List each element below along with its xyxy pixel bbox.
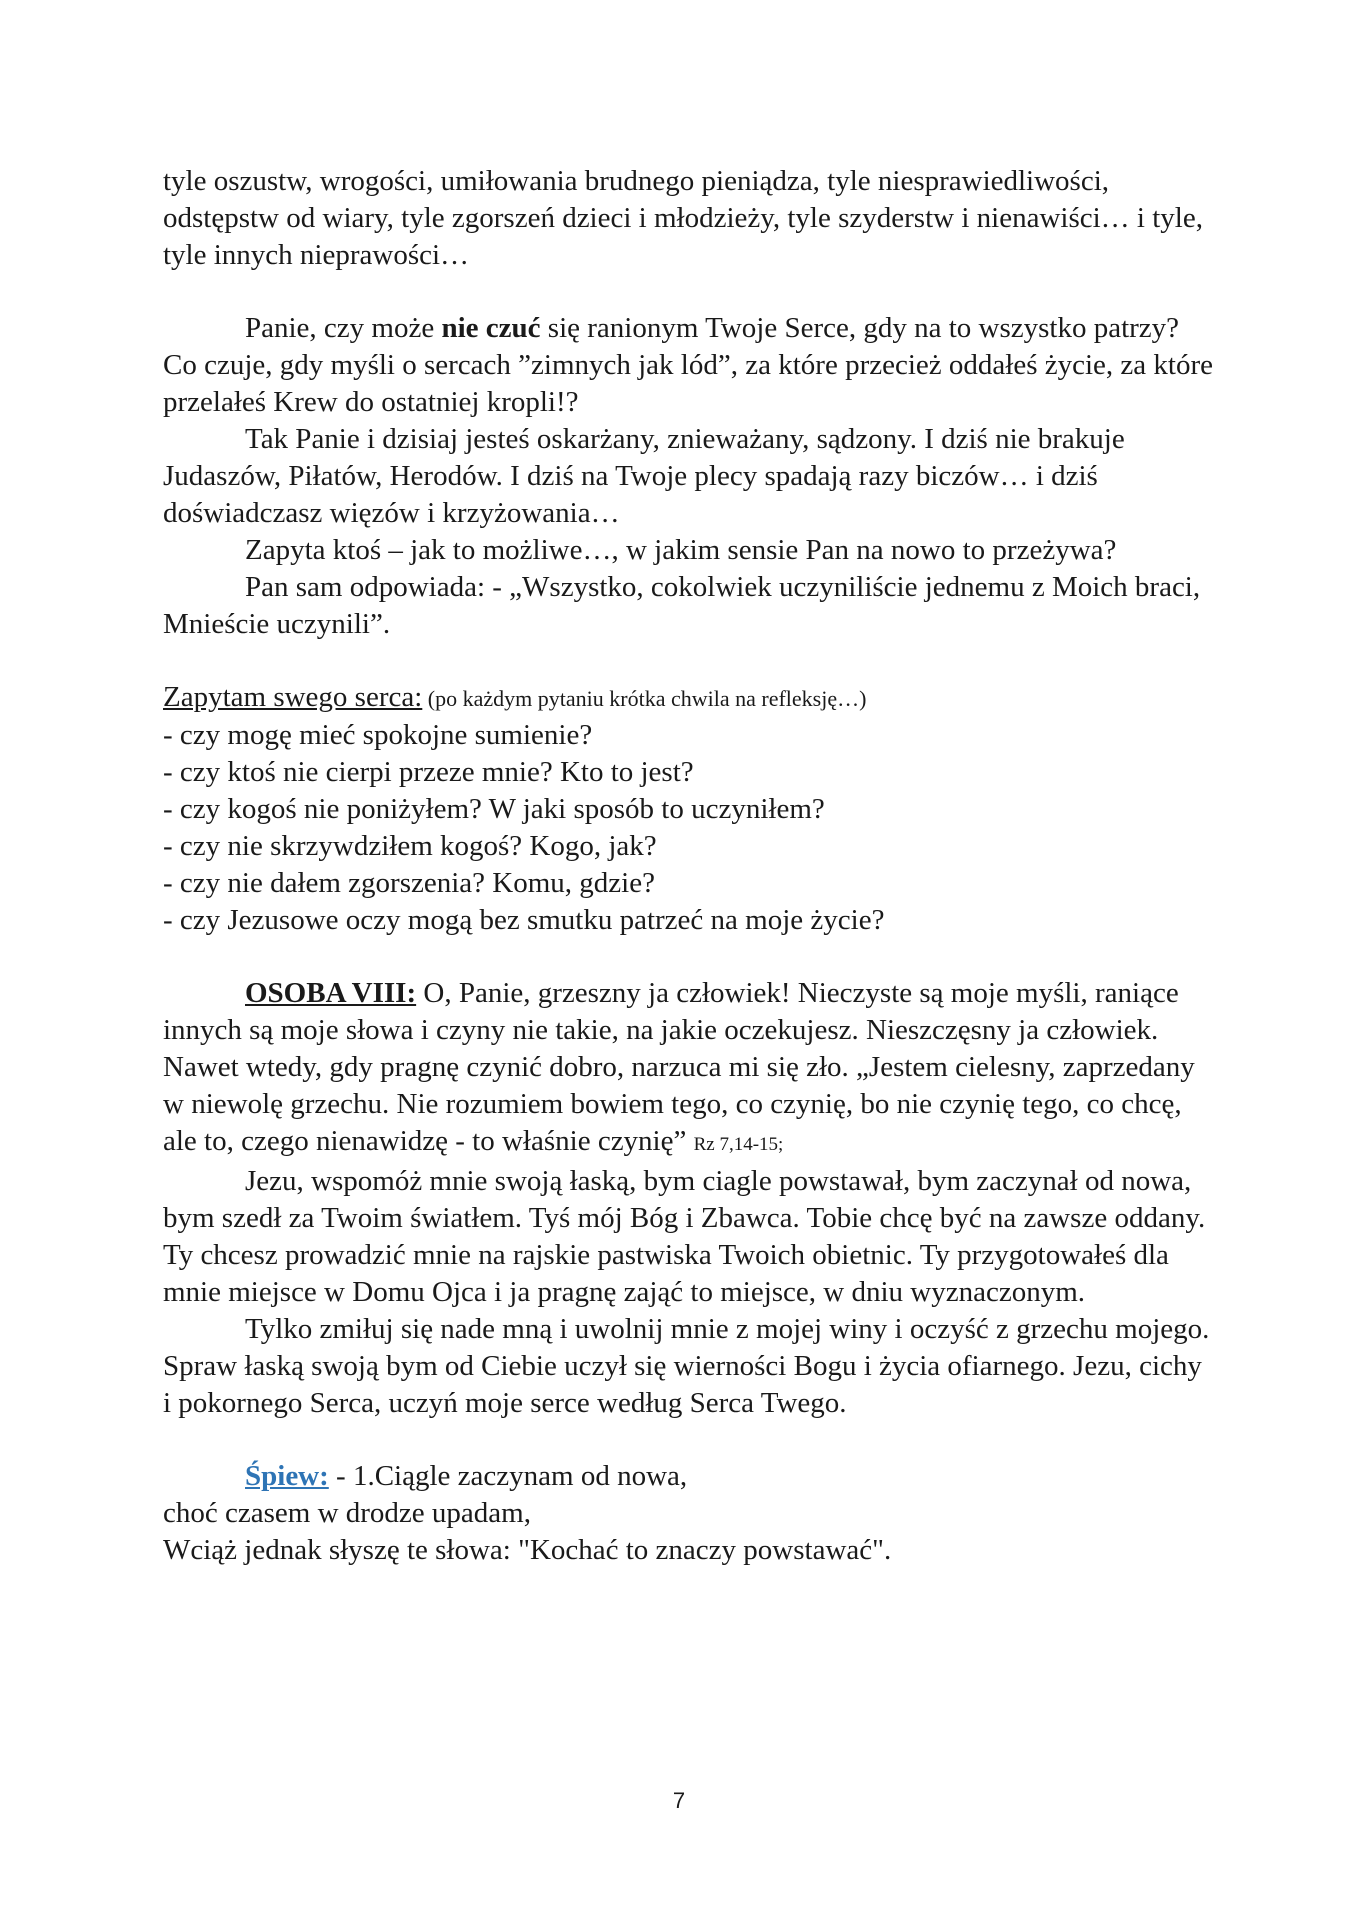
question-item: - czy kogoś nie poniżyłem? W jaki sposób to uczyniłem? (163, 793, 825, 825)
question-item: - czy nie skrzywdziłem kogoś? Kogo, jak? (163, 830, 657, 862)
spiew-line-1 (163, 1458, 1213, 1495)
paragraph-gap (163, 643, 1213, 679)
osoba-paragraph (163, 975, 1213, 1163)
paragraph-someone-asks: Zapyta ktoś – jak to możliwe…, w jakim sensie Pan na nowo to przeżywa? (245, 534, 1117, 566)
questions-heading: Zapytam swego serca: (163, 681, 423, 713)
spiew-label: Śpiew: (245, 1460, 329, 1492)
spiew-text-1: - 1.Ciągle zaczynam od nowa, (328, 1460, 688, 1492)
paragraph-gap (163, 1422, 1213, 1458)
question-item: - czy nie dałem zgorszenia? Komu, gdzie? (163, 867, 655, 899)
question-item: - czy Jezusowe oczy mogą bez smutku patrzeć na moje życie? (163, 904, 885, 936)
questions-heading-line (163, 679, 1213, 717)
question-item: - czy mogę mieć spokojne sumienie? (163, 719, 593, 751)
page-content (163, 163, 1213, 1569)
paragraph-lord-answers: Pan sam odpowiada: - „Wszystko, cokolwiek uczyniliście jednemu z Moich braci, Mnieście uczynili”. (163, 571, 1201, 640)
bible-reference: Rz 7,14-15; (693, 1134, 784, 1155)
osoba-text: O, Panie, grzeszny ja człowiek! Nieczyste są moje myśli, raniące innych są moje słowa i czyny nie takie, na jakie oczekujesz. Nieszczęsny ja człowiek. Nawet wtedy, gdy pragnę czynić dobro, narzuca mi się zło. „Jestem cielesny, zaprzedany w niewolę grzechu. Nie rozumiem bowiem tego, co czynię, bo nie czynię tego, co chcę, ale to, czego nienawidzę - to właśnie czynię” (163, 977, 1195, 1157)
osoba-label: OSOBA VIII: (245, 977, 417, 1009)
paragraph-heart-question (163, 310, 1213, 421)
paragraph-continuation: tyle oszustw, wrogości, umiłowania brudnego pieniądza, tyle niesprawiedliwości, odstępstw od wiary, tyle zgorszeń dzieci i młodzieży, tyle szyderstw i nienawiści… i tyle, tyle innych nieprawości… (163, 165, 1203, 271)
page-number: 7 (672, 1788, 686, 1813)
question-item: - czy ktoś nie cierpi przeze mnie? Kto to jest? (163, 756, 694, 788)
paragraph-gap (163, 939, 1213, 975)
spiew-line-2: choć czasem w drodze upadam, (163, 1497, 531, 1529)
bold-phrase: nie czuć (441, 312, 541, 344)
paragraph-accused: Tak Panie i dzisiaj jesteś oskarżany, znieważany, sądzony. I dziś nie brakuje Judaszów, Piłatów, Herodów. I dziś na Twoje plecy spadają razy biczów… i dziś doświadczasz więzów i krzyżowania… (163, 423, 1125, 529)
osoba-paragraph-3: Tylko zmiłuj się nade mną i uwolnij mnie z mojej winy i oczyść z grzechu mojego. Spraw łaską swoją bym od Ciebie uczył się wierności Bogu i życia ofiarnego. Jezu, cichy i pokornego Serca, uczyń moje serce według Serca Twego. (163, 1313, 1210, 1419)
paragraph-heart-question-start: Panie, czy może (245, 312, 442, 344)
osoba-paragraph-2: Jezu, wspomóż mnie swoją łaską, bym ciagle powstawał, bym zaczynał od nowa, bym szedł za Twoim światłem. Tyś mój Bóg i Zbawca. Tobie chcę być na zawsze oddany. Ty chcesz prowadzić mnie na rajskie pastwiska Twoich obietnic. Ty przygotowałeś dla mnie miejsce w Domu Ojca i ja pragnę zająć to miejsce, w dniu wyznaczonym. (163, 1165, 1206, 1308)
questions-note: (po każdym pytaniu krótka chwila na refleksję…) (422, 686, 867, 711)
spiew-line-3: Wciąż jednak słyszę te słowa: "Kochać to znaczy powstawać". (163, 1534, 892, 1566)
paragraph-heart-question-end: się ranionym Twoje Serce, gdy na to wszystko patrzy? Co czuje, gdy myśli o sercach ”zimnych jak lód”, za które przecież oddałeś życie, za które przelałeś Krew do ostatniej kropli!? (163, 312, 1213, 418)
paragraph-gap (163, 274, 1213, 310)
